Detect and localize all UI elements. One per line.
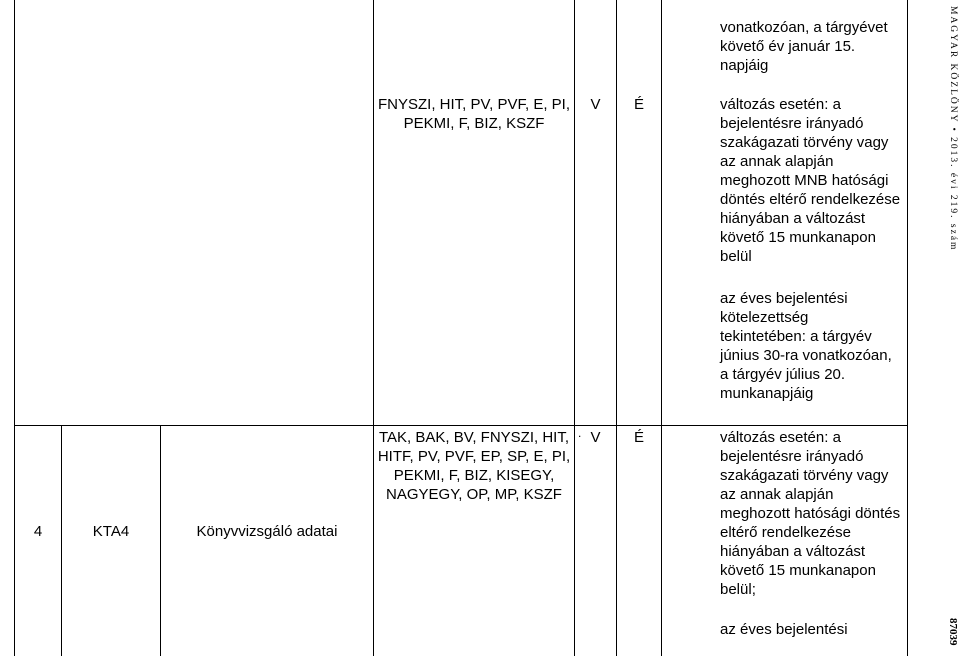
row2-deadline-change: változás esetén: a bejelentésre irányadó szakágazati törvény vagy az annak alapján meghozott hatósági döntés eltérő rendelkezése hiányában a változást követő 15 munkanapon belül; [720, 429, 901, 598]
column-divider-6 [661, 0, 662, 656]
row2-deadline-annual: az éves bejelentési [720, 621, 848, 638]
table-left-border [14, 0, 15, 656]
row1-deadline-annual: az éves bejelentési kötelezettség tekintetében: a tárgyév június 30-ra vonatkozóan, a tárgyév július 20. munkanapjáig [720, 290, 892, 402]
row1-institution-codes: FNYSZI, HIT, PV, PVF, E, PI, PEKMI, F, BIZ, KSZF [378, 96, 570, 132]
row1-e-mark: É [633, 96, 644, 113]
row2-name: Könyvvizsgáló adatai [196, 523, 338, 540]
side-header: MAGYAR KÖZLÖNY • 2013. évi 219. szám [948, 6, 958, 252]
table-right-border [907, 0, 908, 656]
row-divider [14, 425, 908, 426]
row2-code: KTA4 [92, 523, 130, 540]
page-number: 87039 [947, 618, 959, 646]
row1-v-mark: V [590, 96, 601, 113]
row1-deadline-cont: vonatkozóan, a tárgyévet követő év január 15. napjáig [720, 19, 888, 74]
row1-deadline-change: változás esetén: a bejelentésre irányadó szakágazati törvény vagy az annak alapján meghozott MNB hatósági döntés eltérő rendelkezése hiányában a változást követő 15 munkanapon belül [720, 96, 901, 265]
row2-institution-codes: TAK, BAK, BV, FNYSZI, HIT, HITF, PV, PVF, EP, SP, E, PI, PEKMI, F, BIZ, KISEGY, NAGYEGY, OP, MP, KSZF [377, 429, 571, 503]
row2-dot: . [578, 426, 582, 440]
row2-number: 4 [33, 523, 43, 540]
row2-v-mark: V [590, 429, 601, 446]
row2-e-mark: É [633, 429, 644, 446]
